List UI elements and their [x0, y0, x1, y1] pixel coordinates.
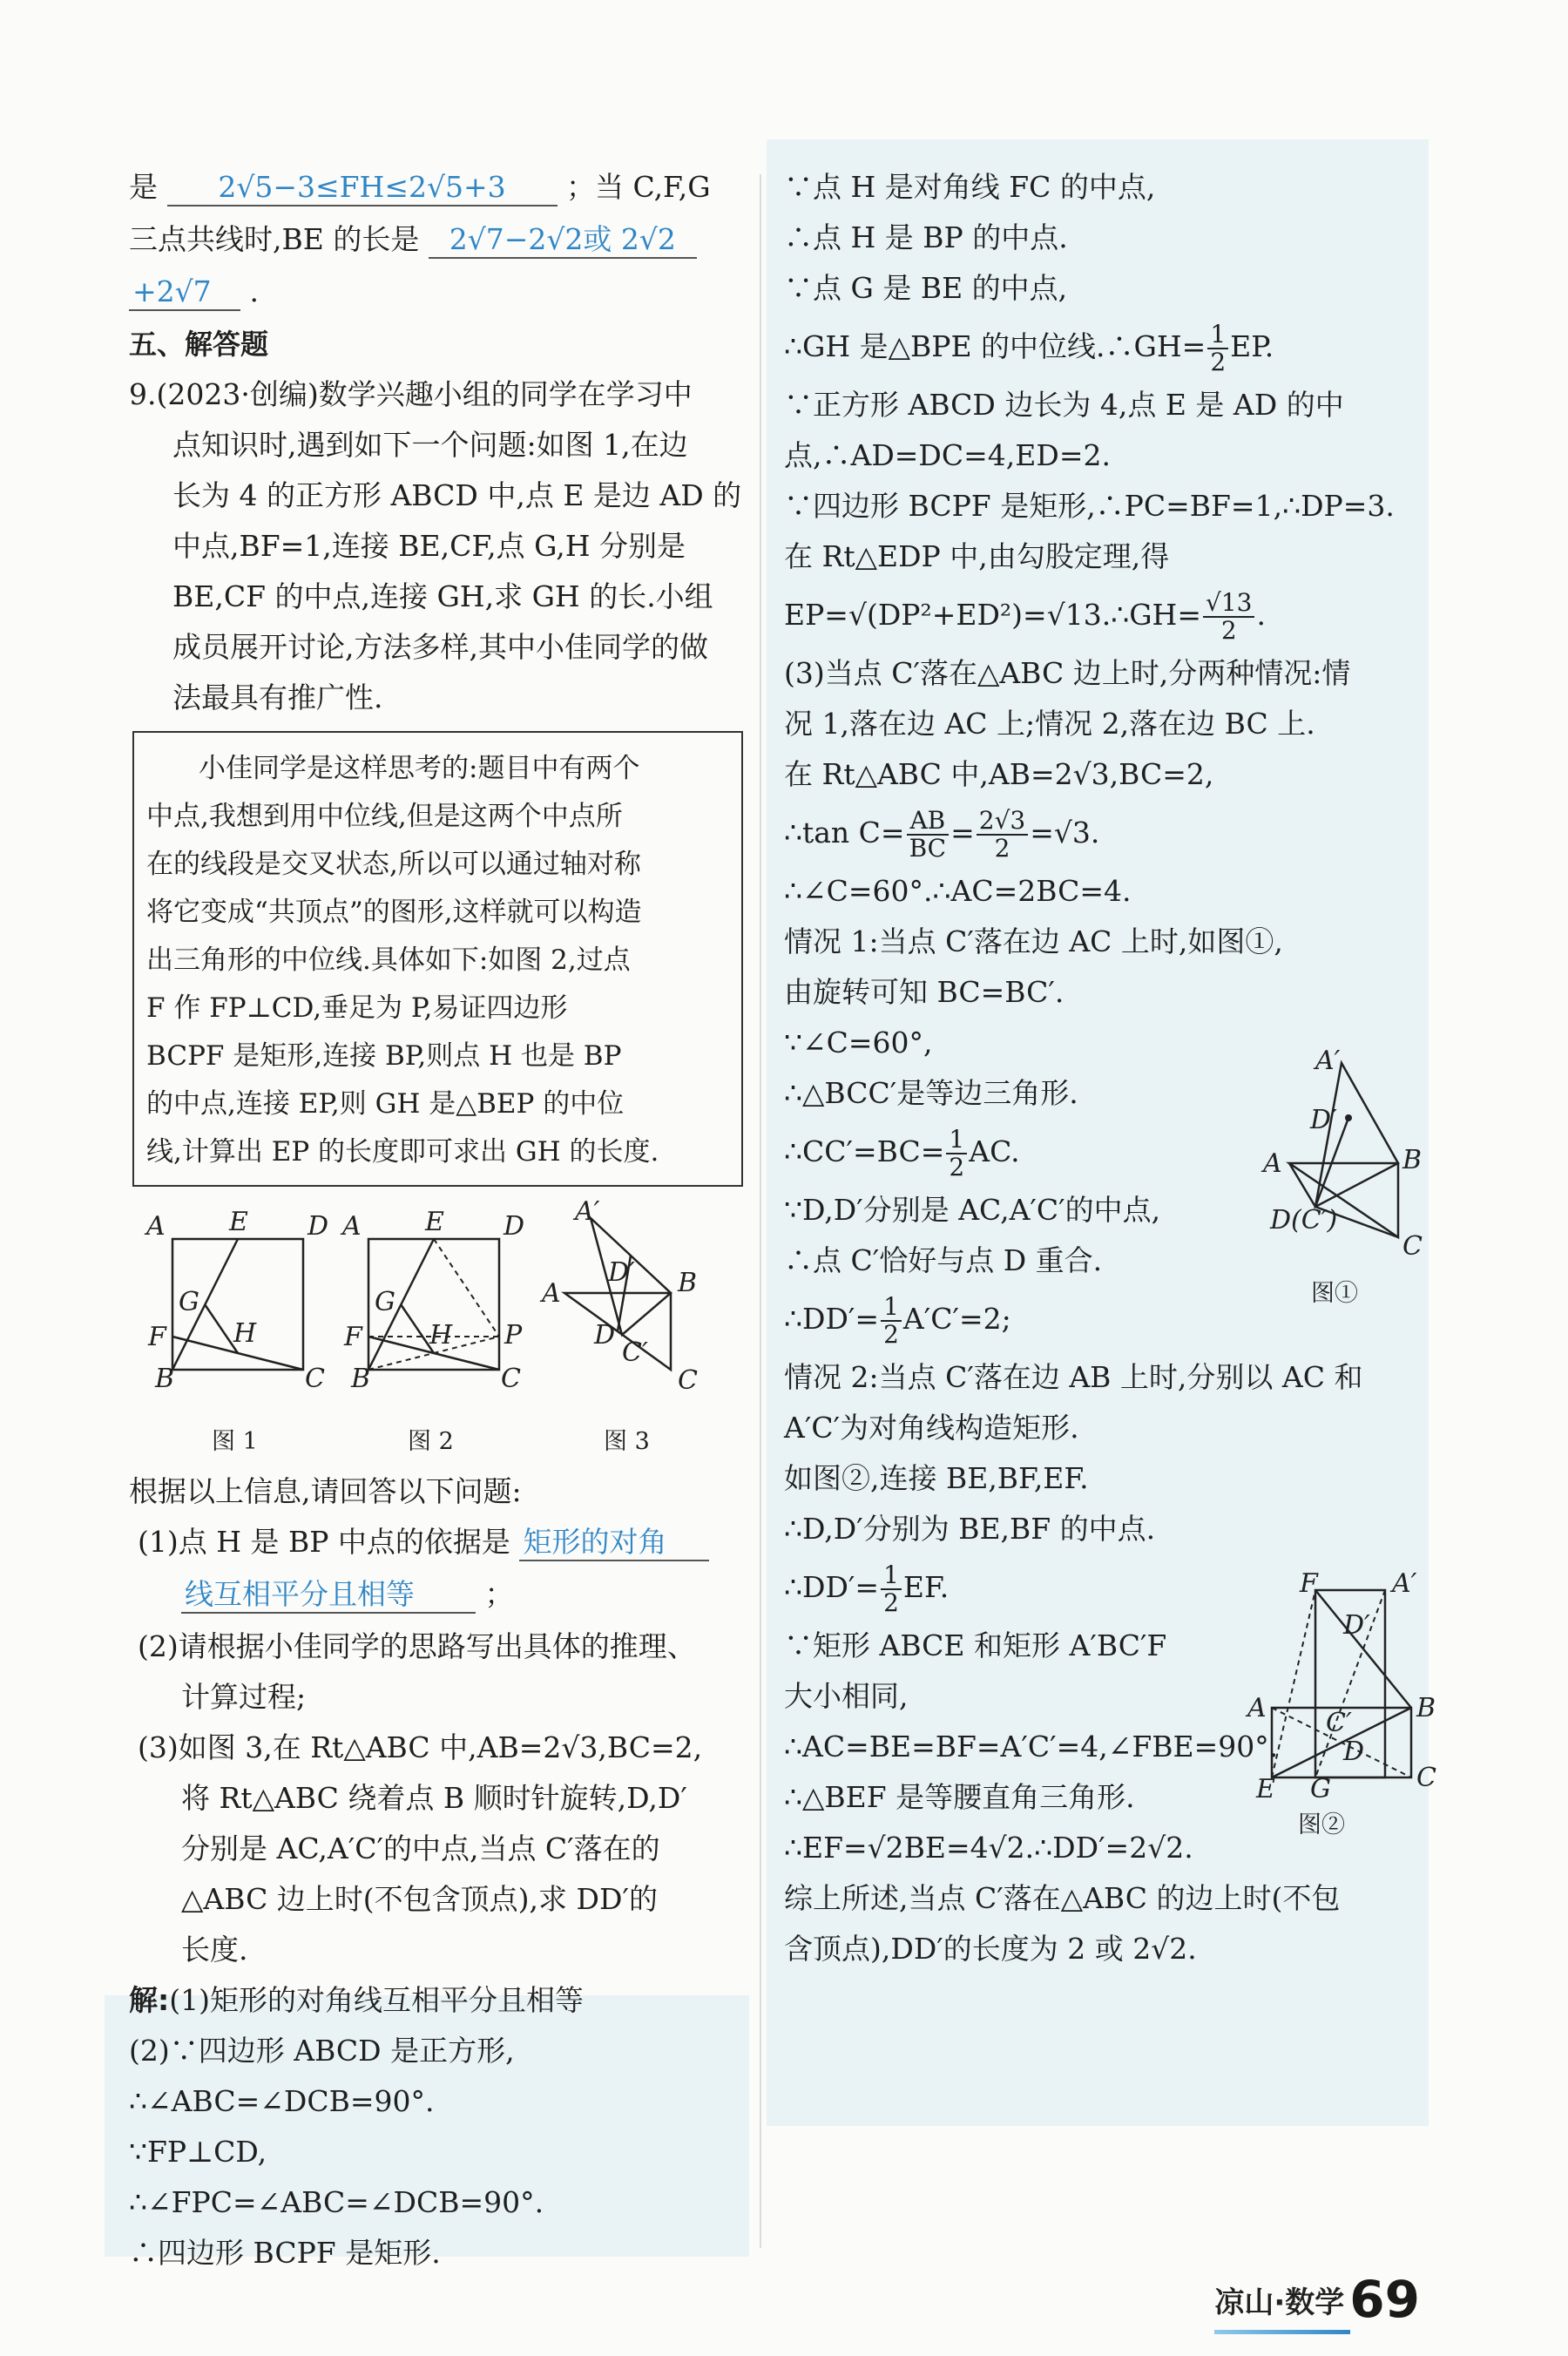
denominator: 2 — [994, 834, 1010, 863]
sol-line: ∵点 H 是对角线 FC 的中点, — [784, 170, 1156, 204]
sol-line: ∴EF=√2BE=4√2.∴DD′=2√2. — [784, 1831, 1193, 1865]
solution-line-1 — [129, 1983, 743, 2018]
figB-label: A — [1247, 1693, 1267, 1723]
fig1-label: A — [146, 1211, 166, 1242]
intro-line-2 — [129, 222, 743, 259]
figA-label: D(C′) — [1270, 1205, 1338, 1236]
solution-line: ∴∠FPC=∠ABC=∠DCB=90°. — [129, 2185, 544, 2219]
numerator: 1 — [881, 1562, 902, 1590]
fig2-label: D — [504, 1211, 525, 1242]
q9-line: BE,CF 的中点,连接 GH,求 GH 的长.小组 — [172, 579, 713, 613]
figB-label: D — [1343, 1737, 1365, 1767]
denominator: 2 — [883, 1588, 899, 1617]
denominator: 2 — [1210, 348, 1227, 376]
fraction-2sqrt3-2 — [977, 808, 1028, 862]
denominator: 2 — [883, 1320, 899, 1349]
sol-line: ∴∠C=60°.∴AC=2BC=4. — [784, 874, 1132, 908]
fig3-label: D — [594, 1320, 616, 1351]
intro-text: . — [249, 274, 259, 308]
sol-line: 在 Rt△EDP 中,由勾股定理,得 — [784, 539, 1170, 573]
box-line: 线,计算出 EP 的长度即可求出 GH 的长度. — [146, 1136, 659, 1168]
answer-be-2: +2√7 — [129, 274, 240, 311]
sol-line: ∵点 G 是 BE 的中点, — [784, 271, 1068, 305]
q9-line: 法最具有推广性. — [172, 680, 383, 714]
numerator: 1 — [1207, 322, 1228, 349]
ep-text: EP=√(DP²+ED²)=√13.∴GH= — [784, 598, 1201, 632]
sol-line-tan — [784, 808, 1420, 862]
fraction-half — [1207, 322, 1228, 376]
fig1-label: D — [308, 1211, 329, 1242]
figB-label: F — [1300, 1568, 1318, 1599]
figB-ef — [1272, 1590, 1315, 1777]
fig2-label: E — [425, 1207, 444, 1237]
fig2-caption: 图 2 — [408, 1428, 454, 1455]
sol-line: ∴点 C′恰好与点 D 重合. — [784, 1243, 1103, 1277]
figB-label: C — [1416, 1763, 1436, 1793]
dd2-text: ∴DD′= — [784, 1570, 880, 1604]
figA-dprime-point — [1345, 1114, 1352, 1121]
q1-end: ； — [484, 1577, 514, 1611]
sol-line: 情况 1:当点 C′落在边 AC 上时,如图①, — [784, 924, 1283, 958]
sol-line: 含顶点),DD′的长度为 2 或 2√2. — [784, 1932, 1197, 1966]
gh-text: ∴GH 是△BPE 的中位线.∴GH= — [784, 329, 1206, 363]
figA-label: D′ — [1310, 1105, 1337, 1135]
solution-line: ∴∠ABC=∠DCB=90°. — [129, 2084, 435, 2118]
fraction-half — [946, 1127, 967, 1181]
denominator: 2 — [1220, 616, 1237, 645]
sol-line: ∴点 H 是 BP 的中点. — [784, 220, 1068, 254]
numerator: 1 — [946, 1127, 967, 1154]
figB-label: A′ — [1392, 1568, 1417, 1599]
solution-line: ∴四边形 BCPF 是矩形. — [129, 2236, 441, 2270]
sol-line: 点,∴AD=DC=4,ED=2. — [784, 438, 1111, 472]
solution-label: 解: — [129, 1983, 170, 2017]
sol-line-gh — [784, 322, 1420, 376]
sol-line: 如图②,连接 BE,BF,EF. — [784, 1461, 1089, 1495]
footer-rule — [1214, 2330, 1350, 2334]
fig1-label: C — [305, 1364, 325, 1394]
tan-text: ∴tan C= — [784, 816, 905, 850]
fig1-caption: 图 1 — [212, 1428, 258, 1455]
answer-be-1: 2√7−2√2或 2√2 — [429, 222, 697, 259]
denominator: BC — [909, 834, 947, 863]
sol-line: 大小相同, — [784, 1679, 909, 1713]
fraction-half — [881, 1562, 902, 1616]
page-footer — [1214, 2270, 1420, 2329]
fig3-label: A — [542, 1278, 561, 1309]
figA-label: A′ — [1315, 1046, 1341, 1076]
fig1-label: E — [229, 1207, 248, 1237]
sol-line: ∵矩形 ABCE 和矩形 A′BC′F — [784, 1628, 1167, 1662]
tan-text: =√3. — [1030, 816, 1100, 850]
sol-line: 综上所述,当点 C′落在△ABC 的边上时(不包 — [784, 1881, 1341, 1915]
fig3-label: B — [678, 1268, 698, 1298]
column-divider — [760, 174, 761, 2248]
question-9 — [129, 377, 743, 715]
fraction-ab-bc — [907, 808, 950, 862]
figA-label: B — [1402, 1145, 1423, 1175]
dd-text: ∴DD′= — [784, 1302, 880, 1336]
sol-line: 在 Rt△ABC 中,AB=2√3,BC=2, — [784, 757, 1214, 791]
solution-text: (1)矩形的对角线互相平分且相等 — [169, 1983, 584, 2017]
box-line: 中点,我想到用中位线,但是这两个中点所 — [146, 801, 623, 832]
fig2-label: G — [375, 1287, 395, 1317]
fig1-label: G — [179, 1287, 199, 1317]
q3-line: △ABC 边上时(不包含顶点),求 DD′的 — [181, 1882, 658, 1916]
q9-line: 中点,BF=1,连接 BE,CF,点 G,H 分别是 — [172, 529, 686, 563]
figures-1-2-3 — [129, 1196, 743, 1466]
figB-label: G — [1310, 1774, 1331, 1804]
dd-text: A′C′=2; — [902, 1302, 1011, 1336]
cc-text: ∴CC′=BC= — [784, 1134, 945, 1168]
fraction-sqrt13 — [1203, 590, 1254, 644]
q1-text: (1)点 H 是 BP 中点的依据是 — [138, 1525, 510, 1559]
thinking-box — [132, 731, 743, 1187]
fig1-label: F — [148, 1322, 166, 1352]
box-line: 小佳同学是这样思考的:题目中有两个 — [199, 753, 640, 784]
sol-line: ∵四边形 BCPF 是矩形,∴PC=BF=1,∴DP=3. — [784, 489, 1395, 523]
q9-line: 9.(2023·创编)数学兴趣小组的同学在学习中 — [129, 377, 693, 411]
figA-caption-text: 图① — [1311, 1280, 1358, 1307]
fig2-label: A — [342, 1211, 362, 1242]
figure-2 — [342, 1204, 534, 1405]
figure-case-1 — [1254, 1046, 1429, 1268]
fig1-label: B — [155, 1364, 175, 1394]
figure-case-2 — [1246, 1568, 1437, 1804]
figB-label: D′ — [1343, 1610, 1370, 1641]
q1-answer-a: 矩形的对角 — [519, 1525, 709, 1561]
fig1-label: H — [233, 1318, 257, 1349]
box-line: 的中点,连接 EP,则 GH 是△BEP 的中位 — [146, 1088, 625, 1120]
intro-text: 三点共线时,BE 的长是 — [129, 222, 420, 256]
q9-line: 长为 4 的正方形 ABCD 中,点 E 是边 AD 的 — [172, 478, 742, 512]
ep-text: . — [1256, 598, 1266, 632]
q3-line: 将 Rt△ABC 绕着点 B 顺时针旋转,D,D′ — [181, 1781, 687, 1815]
fig3-label: A′ — [575, 1196, 600, 1227]
cc-text: AC. — [969, 1134, 1020, 1168]
section-heading: 五、解答题 — [129, 328, 269, 361]
box-line: 出三角形的中位线.具体如下:如图 2,过点 — [146, 944, 631, 976]
left-column — [129, 170, 743, 2286]
sol-line: ∴△BEF 是等腰直角三角形. — [784, 1780, 1135, 1814]
fig2-label: B — [351, 1364, 371, 1394]
sol-line: ∴△BCC′是等边三角形. — [784, 1076, 1078, 1110]
q3-line: (3)如图 3,在 Rt△ABC 中,AB=2√3,BC=2, — [138, 1730, 703, 1764]
sol-line: ∵∠C=60°, — [784, 1026, 933, 1060]
q1-answer-b: 线互相平分且相等 — [181, 1577, 476, 1614]
figA-label: A — [1263, 1148, 1282, 1179]
fig3-caption: 图 3 — [604, 1428, 650, 1455]
box-line: 在的线段是交叉状态,所以可以通过轴对称 — [146, 849, 641, 880]
sol-line: 由旋转可知 BC=BC′. — [784, 975, 1064, 1009]
sol-line: 情况 2:当点 C′落在边 AB 上时,分别以 AC 和 — [784, 1360, 1363, 1394]
figB-label: E — [1256, 1774, 1275, 1804]
fig2-label: P — [504, 1320, 523, 1351]
q1-line-2 — [129, 1577, 743, 1614]
figB-label: B — [1416, 1693, 1436, 1723]
intro-text: ；当 C,F,G — [566, 170, 711, 204]
footer-label: 凉山·数学 — [1214, 2285, 1345, 2320]
sol-line: ∴D,D′分别为 BE,BF 的中点. — [784, 1512, 1156, 1546]
sol-line: ∴AC=BE=BF=A′C′=4,∠FBE=90°. — [784, 1730, 1279, 1764]
sol-line: ∵正方形 ABCD 边长为 4,点 E 是 AD 的中 — [784, 388, 1344, 422]
q1-line-1 — [129, 1525, 743, 1561]
box-line: BCPF 是矩形,连接 BP,则点 H 也是 BP — [146, 1040, 622, 1072]
fig3-label: C′ — [622, 1337, 648, 1368]
q9-line: 点知识时,遇到如下一个问题:如图 1,在边 — [172, 428, 688, 462]
q2-line: 计算过程; — [181, 1680, 307, 1714]
box-line: F 作 FP⊥CD,垂足为 P,易证四边形 — [146, 992, 568, 1024]
denominator: 2 — [949, 1153, 965, 1181]
q3-line: 长度. — [181, 1933, 248, 1967]
fraction-half — [881, 1294, 902, 1348]
q3-line: 分别是 AC,A′C′的中点,当点 C′落在的 — [181, 1831, 660, 1865]
gh-text: EP. — [1230, 329, 1274, 363]
sol-line-ep — [784, 590, 1420, 644]
solution-line: ∵FP⊥CD, — [129, 2135, 267, 2169]
figure-3 — [538, 1196, 713, 1405]
fig3-label: D′ — [608, 1257, 635, 1288]
figB-caption: 图② — [1298, 1811, 1345, 1838]
sol-line: A′C′为对角线构造矩形. — [784, 1411, 1079, 1445]
page-number: 69 — [1349, 2270, 1420, 2329]
dd2-text: EF. — [902, 1570, 950, 1604]
numerator: 1 — [881, 1294, 902, 1322]
intro-line-3 — [129, 274, 743, 311]
intro-line-1 — [129, 170, 743, 206]
sol-line: ∵D,D′分别是 AC,A′C′的中点, — [784, 1193, 1161, 1227]
answer-fh: 2√5−3≤FH≤2√5+3 — [167, 170, 558, 206]
q9-line: 成员展开讨论,方法多样,其中小佳同学的做 — [172, 630, 708, 664]
fig2-label: C — [501, 1364, 521, 1394]
intro-text: 是 — [129, 170, 158, 204]
fig3-label: C — [678, 1365, 698, 1396]
figure-1 — [146, 1204, 329, 1405]
solution-line: (2)∵四边形 ABCD 是正方形, — [129, 2034, 515, 2068]
figB-label: C′ — [1326, 1708, 1352, 1738]
figA-label: C — [1402, 1231, 1423, 1262]
numerator: AB — [907, 808, 950, 836]
numerator: √13 — [1203, 590, 1254, 618]
questions-intro: 根据以上信息,请回答以下问题: — [129, 1474, 522, 1508]
numerator: 2√3 — [977, 808, 1028, 836]
tan-text: = — [950, 816, 975, 850]
sol-line: 况 1,落在边 AC 上;情况 2,落在边 BC 上. — [784, 707, 1315, 741]
figA-ad — [1289, 1163, 1315, 1207]
sol-line: (3)当点 C′落在△ABC 边上时,分两种情况:情 — [784, 656, 1351, 690]
q2-line: (2)请根据小佳同学的思路写出具体的推理、 — [138, 1629, 696, 1663]
box-line: 将它变成“共顶点”的图形,这样就可以构造 — [146, 897, 642, 928]
fig2-label: H — [429, 1320, 453, 1351]
fig2-label: F — [344, 1322, 362, 1352]
